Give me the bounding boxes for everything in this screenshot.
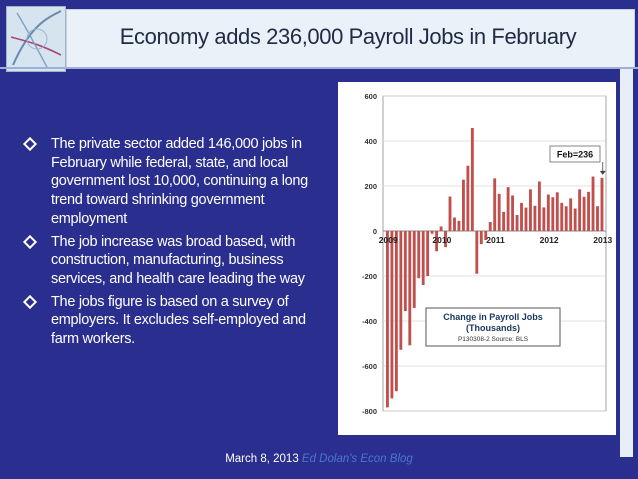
x-year-label: 2012 — [539, 235, 559, 245]
bar — [475, 231, 478, 274]
bullet-text: The private sector added 146,000 jobs in February while federal, state, and local government lost 10,000, continuing a long trend toward shrinking government employment — [51, 136, 308, 227]
chart-source: P130308-2 Source: BLS — [457, 336, 529, 343]
diamond-bullet-icon — [23, 137, 37, 151]
bar — [578, 189, 581, 231]
bar — [516, 215, 519, 231]
chart-frame — [338, 82, 616, 435]
title-divider — [0, 67, 638, 69]
bar — [426, 231, 429, 276]
bar — [538, 182, 541, 232]
bar — [592, 177, 595, 231]
bar — [386, 231, 389, 407]
bar — [547, 195, 550, 231]
bar — [574, 209, 577, 232]
right-decorative-strip — [620, 69, 633, 457]
bar — [507, 187, 510, 231]
y-tick-label: 400 — [364, 137, 377, 146]
y-tick-label: -200 — [361, 272, 377, 281]
bar — [408, 231, 411, 345]
y-tick-label: 0 — [372, 227, 377, 236]
diamond-bullet-icon — [23, 234, 37, 248]
footer-date: March 8, 2013 — [225, 453, 299, 465]
bar — [399, 231, 402, 350]
bar — [466, 166, 469, 231]
bar — [458, 221, 461, 231]
bar — [413, 231, 416, 308]
logo-graphic — [7, 7, 65, 71]
logo — [6, 6, 66, 72]
bar — [462, 180, 465, 231]
plot-area — [383, 96, 606, 411]
bar — [551, 197, 554, 231]
bar — [587, 192, 590, 231]
bar — [502, 212, 505, 231]
footer — [0, 453, 638, 465]
bar — [449, 197, 452, 231]
bullet-item — [22, 293, 322, 349]
bar — [565, 206, 568, 231]
y-tick-label: -600 — [361, 362, 377, 371]
bar — [556, 192, 559, 231]
y-tick-label: -800 — [361, 407, 377, 416]
footer-blog-link[interactable]: Ed Dolan's Econ Blog — [301, 453, 413, 465]
bar — [601, 178, 604, 231]
bar — [493, 178, 496, 231]
bullet-item — [22, 233, 322, 289]
bar — [596, 206, 599, 231]
bar — [480, 231, 483, 244]
y-tick-label: -400 — [361, 317, 377, 326]
diamond-bullet-icon — [23, 295, 37, 309]
bar — [542, 207, 545, 231]
bullet-item — [22, 135, 322, 229]
payroll-jobs-chart — [338, 82, 616, 435]
bar — [453, 218, 456, 232]
bar — [498, 194, 501, 231]
bar — [417, 231, 420, 278]
bullet-text: The jobs figure is based on a survey of employers. It excludes self-employed and farm workers. — [51, 293, 306, 348]
x-year-label: 2011 — [486, 235, 505, 245]
bar — [560, 203, 563, 231]
x-year-label: 2013 — [593, 235, 613, 245]
x-year-label: 2010 — [432, 235, 452, 245]
bar — [520, 203, 523, 231]
bar — [569, 198, 572, 231]
bar — [529, 189, 532, 231]
y-tick-label: 600 — [364, 92, 377, 101]
bar — [440, 227, 443, 232]
bar — [395, 231, 398, 391]
bar — [489, 222, 492, 231]
bar — [422, 231, 425, 285]
x-year-label: 2009 — [378, 235, 398, 245]
bar — [390, 231, 393, 398]
bar — [431, 231, 434, 234]
bar — [404, 231, 407, 311]
chart-subtitle: (Thousands) — [466, 323, 520, 333]
slide-title: Economy adds 236,000 Payroll Jobs in February — [119, 24, 577, 49]
bar — [525, 208, 528, 231]
chart-title: Change in Payroll Jobs — [443, 312, 543, 322]
bullet-list — [22, 135, 322, 353]
bar — [583, 197, 586, 231]
bar — [511, 195, 514, 231]
bullet-text: The job increase was broad based, with construction, manufacturing, business services, and health care leading the way — [51, 233, 305, 287]
bar — [471, 128, 474, 231]
bar — [533, 206, 536, 231]
y-tick-label: 200 — [364, 182, 377, 191]
annotation-label: Feb=236 — [556, 149, 594, 160]
